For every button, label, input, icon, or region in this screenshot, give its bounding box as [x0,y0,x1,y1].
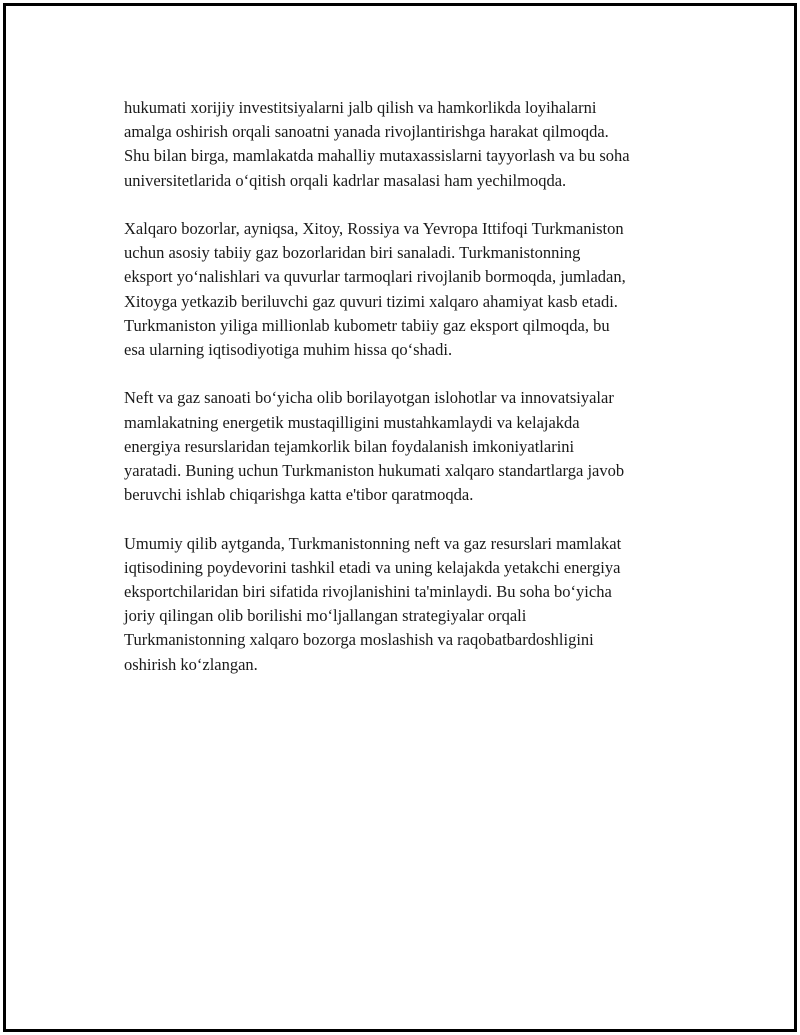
page-border [3,3,797,1032]
text-line: Shu bilan birga, mamlakatda mahalliy mutaxassislarni tayyorlash va bu soha [124,146,630,166]
text-line: beruvchi ishlab chiqarishga katta e'tibor qaratmoqda. [124,485,474,505]
text-line: uchun asosiy tabiiy gaz bozorlaridan biri sanaladi. Turkmanistonning [124,243,581,263]
paragraph-4 [124,532,696,677]
text-line: eksport yo‘nalishlari va quvurlar tarmoqlari rivojlanib bormoqda, jumladan, [124,267,626,287]
paragraph-2 [124,217,696,362]
text-line: yaratadi. Buning uchun Turkmaniston hukumati xalqaro standartlarga javob [124,461,625,481]
text-line: Umumiy qilib aytganda, Turkmanistonning neft va gaz resurslari mamlakat [124,533,622,553]
document-body [124,96,696,701]
text-line: Turkmanistonning xalqaro bozorga moslashish va raqobatbardoshligini [124,630,594,650]
paragraph-1 [124,96,696,193]
text-line: energiya resurslaridan tejamkorlik bilan foydalanish imkoniyatlarini [124,436,575,456]
text-line: oshirish ko‘zlangan. [124,654,258,674]
text-line: joriy qilingan olib borilishi mo‘ljallangan strategiyalar orqali [124,606,527,626]
text-line: universitetlarida o‘qitish orqali kadrlar masalasi ham yechilmoqda. [124,170,567,190]
text-line: Turkmaniston yiliga millionlab kubometr tabiiy gaz eksport qilmoqda, bu [124,315,610,335]
paragraph-3 [124,386,696,507]
text-line: Xitoyga yetkazib beriluvchi gaz quvuri tizimi xalqaro ahamiyat kasb etadi. [124,291,618,311]
text-line: Neft va gaz sanoati bo‘yicha olib borilayotgan islohotlar va innovatsiyalar [124,388,614,408]
text-line: hukumati xorijiy investitsiyalarni jalb qilish va hamkorlikda loyihalarni [124,98,597,117]
text-line: esa ularning iqtisodiyotiga muhim hissa qo‘shadi. [124,340,453,360]
text-line: eksportchilaridan biri sifatida rivojlanishini ta'minlaydi. Bu soha bo‘yicha [124,582,612,602]
text-line: Xalqaro bozorlar, ayniqsa, Xitoy, Rossiya va Yevropa Ittifoqi Turkmaniston [124,219,624,238]
text-line: amalga oshirish orqali sanoatni yanada rivojlantirishga harakat qilmoqda. [124,122,609,142]
text-line: iqtisodining poydevorini tashkil etadi va uning kelajakda yetakchi energiya [124,557,621,577]
text-line: mamlakatning energetik mustaqilligini mustahkamlaydi va kelajakda [124,412,580,432]
